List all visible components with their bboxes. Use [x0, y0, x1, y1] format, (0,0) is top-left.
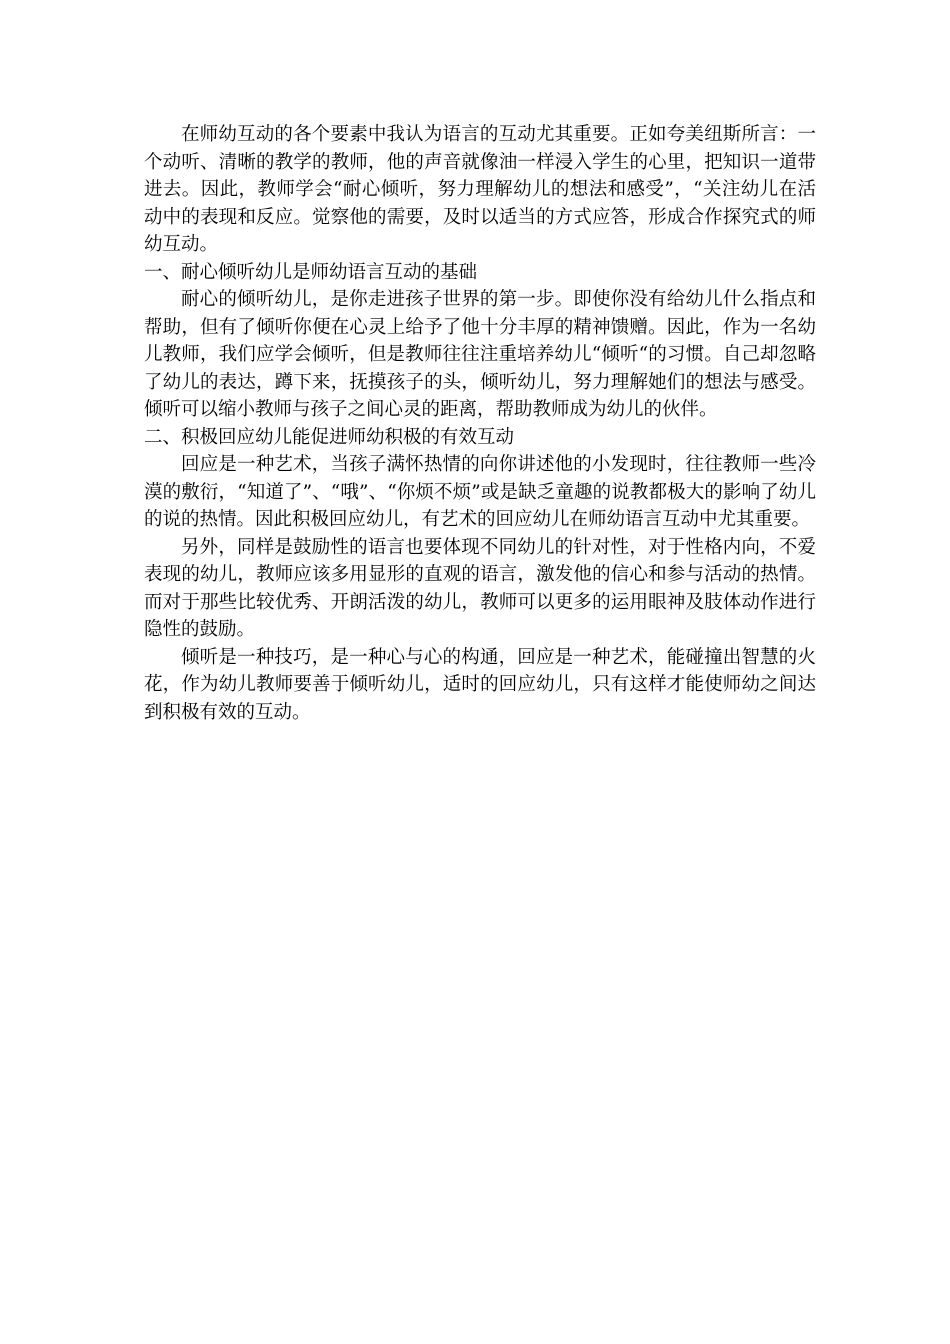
body-paragraph: 回应是一种艺术，当孩子满怀热情的向你讲述他的小发现时，往往教师一些冷漠的敷衍，“知道了”、“哦”、“你烦不烦”或是缺乏童趣的说教都极大的影响了幼儿的说的热情。因此积极回应幼儿，有艺术的回应幼儿在师幼语言互动中尤其重要。	[144, 454, 816, 530]
body-paragraph: 另外，同样是鼓励性的语言也要体现不同幼儿的针对性，对于性格内向，不爱表现的幼儿，教师应该多用显形的直观的语言，激发他的信心和参与活动的热情。而对于那些比较优秀、开朗活泼的幼儿，教师可以更多的运用眼神及肢体动作进行隐性的鼓励。	[144, 536, 816, 640]
document-body	[144, 121, 816, 726]
section-heading: 二、积极回应幼儿能促进师幼积极的有效互动	[144, 426, 515, 448]
body-paragraph: 在师幼互动的各个要素中我认为语言的互动尤其重要。正如夸美纽斯所言：一个动听、清晰的教学的教师，他的声音就像油一样浸入学生的心里，把知识一道带进去。因此，教师学会“耐心倾听，努力理解幼儿的想法和感受”，“关注幼儿在活动中的表现和反应。觉察他的需要，及时以适当的方式应答，形成合作探究式的师幼互动。	[144, 124, 816, 255]
body-paragraph: 耐心的倾听幼儿，是你走进孩子世界的第一步。即使你没有给幼儿什么指点和帮助，但有了倾听你便在心灵上给予了他十分丰厚的精神馈赠。因此，作为一名幼儿教师，我们应学会倾听，但是教师往往注重培养幼儿“倾听“的习惯。自己却忽略了幼儿的表达，蹲下来，抚摸孩子的头，倾听幼儿，努力理解她们的想法与感受。倾听可以缩小教师与孩子之间心灵的距离，帮助教师成为幼儿的伙伴。	[144, 289, 816, 420]
body-paragraph: 倾听是一种技巧，是一种心与心的构通，回应是一种艺术，能碰撞出智慧的火花，作为幼儿教师要善于倾听幼儿，适时的回应幼儿，只有这样才能使师幼之间达到积极有效的互动。	[144, 646, 816, 723]
section-heading: 一、耐心倾听幼儿是师幼语言互动的基础	[144, 261, 478, 283]
